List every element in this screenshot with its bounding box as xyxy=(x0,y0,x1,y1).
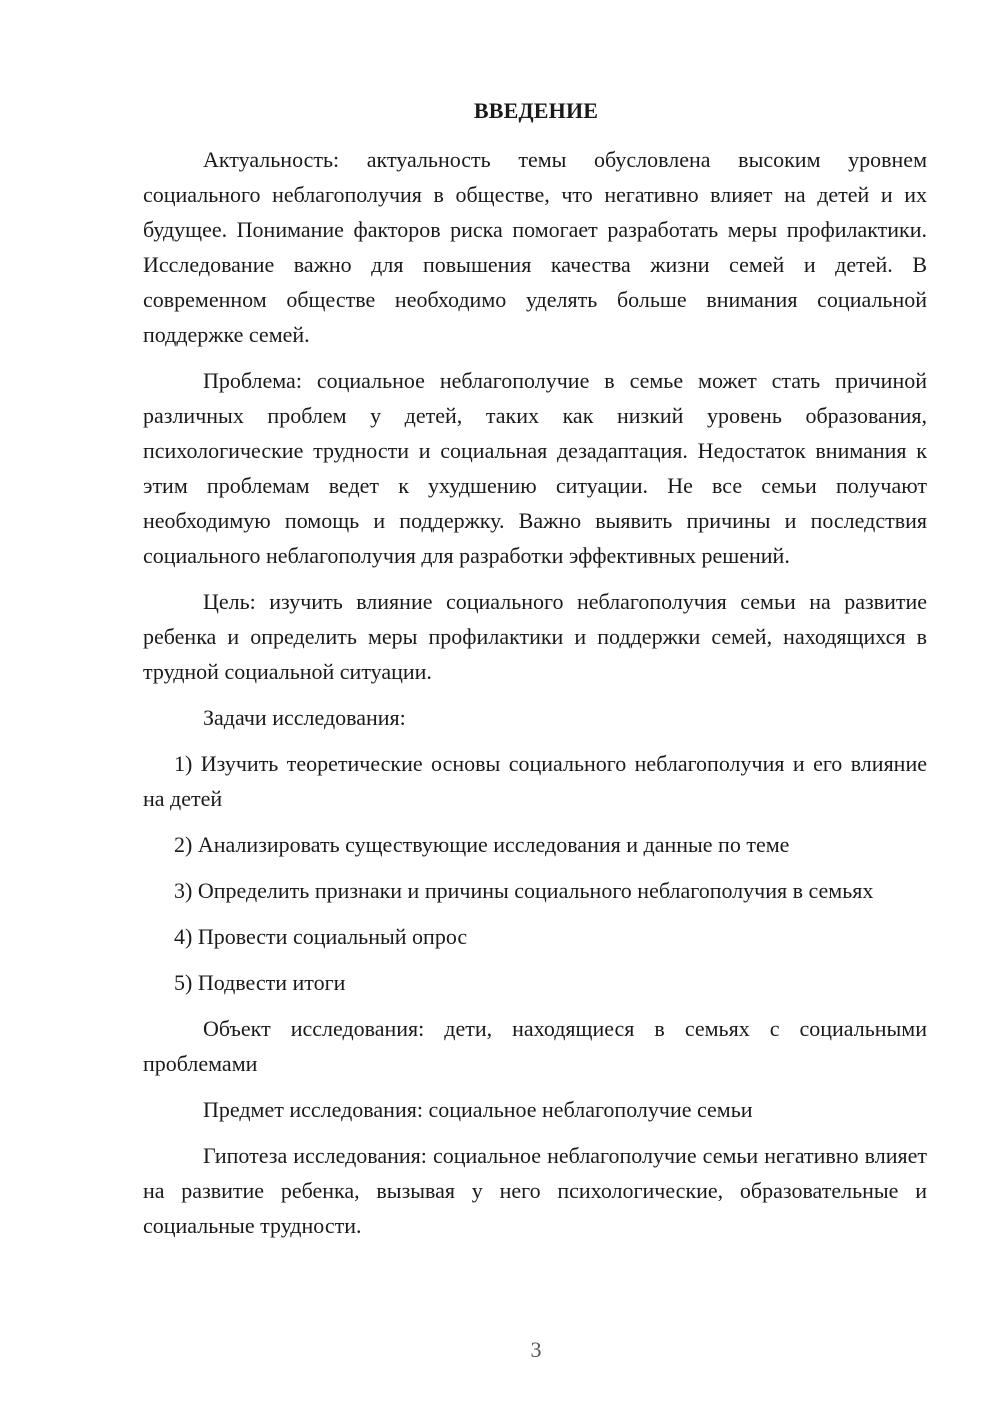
page-number: 3 xyxy=(530,1337,542,1362)
tasks-title: Задачи исследования: xyxy=(203,705,406,730)
paragraph-object: Объект исследования: дети, находящиеся в семьях с социальными проблемами xyxy=(143,1016,927,1076)
task-item-4: 4) Провести социальный опрос xyxy=(174,924,468,949)
paragraph-subject: Предмет исследования: социальное неблагополучие семьи xyxy=(203,1097,753,1122)
task-item-2: 2) Анализировать существующие исследования и данные по теме xyxy=(174,832,790,857)
paragraph-actuality: Актуальность: актуальность темы обусловлена высоким уровнем социального неблагополучия в обществе, что негативно влияет на детей и их будущее. Понимание факторов риска помогает разработать меры профилактики. Исследование важно для повышения качества жизни семей и детей. В современном обществе необходимо уделять больше внимания социальной поддержке семей. xyxy=(143,147,927,347)
task-item-1: 1) Изучить теоретические основы социального неблагополучия и его влияние на детей xyxy=(143,751,927,811)
task-item-3: 3) Определить признаки и причины социального неблагополучия в семьях xyxy=(174,878,874,903)
body-text xyxy=(143,142,927,1254)
paragraph-goal: Цель: изучить влияние социального неблагополучия семьи на развитие ребенка и определить меры профилактики и поддержки семей, находящихся в трудной социальной ситуации. xyxy=(143,589,927,684)
task-item-5: 5) Подвести итоги xyxy=(174,970,346,995)
section-heading: ВВЕДЕНИЕ xyxy=(473,98,599,123)
paragraph-problem: Проблема: социальное неблагополучие в семье может стать причиной различных проблем у детей, таких как низкий уровень образования, психологические трудности и социальная дезадаптация. Недостаток внимания к этим проблемам ведет к ухудшению ситуации. Не все семьи получают необходимую помощь и поддержку. Важно выявить причины и последствия социального неблагополучия для разработки эффективных решений. xyxy=(143,368,927,568)
paragraph-hypothesis: Гипотеза исследования: социальное неблагополучие семьи негативно влияет на развитие ребенка, вызывая у него психологические, образовательные и социальные трудности. xyxy=(143,1143,927,1238)
